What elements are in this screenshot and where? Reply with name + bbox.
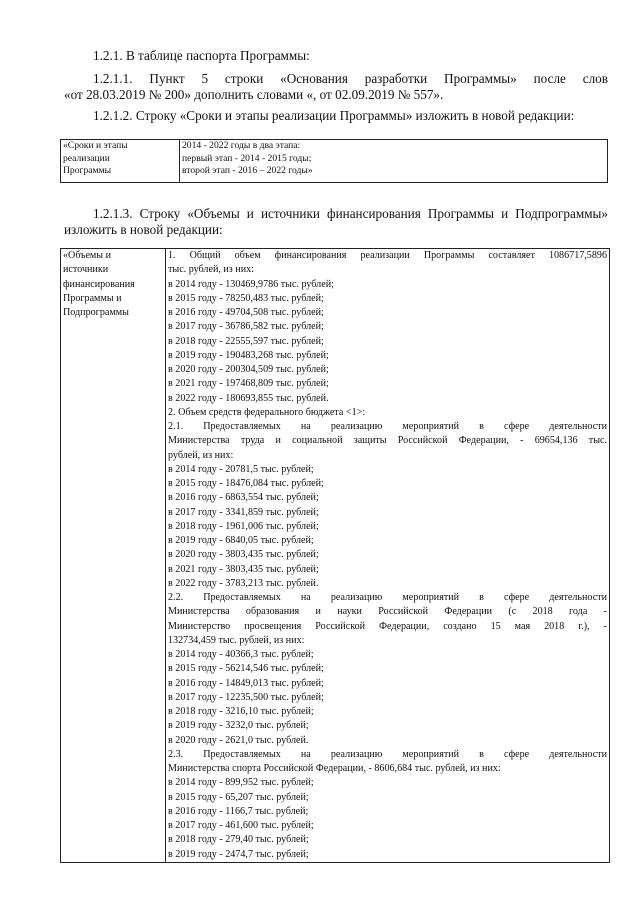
financing-line: в 2018 году - 1961,006 тыс. рублей; bbox=[168, 520, 319, 532]
financing-line: в 2017 году - 12235,500 тыс. рублей; bbox=[168, 691, 324, 703]
table-periods-label-line: Программы bbox=[63, 165, 112, 177]
financing-line: в 2020 году - 200304,509 тыс. рублей; bbox=[168, 364, 329, 375]
paragraph-1-2-1-3-line2: изложить в новой редакции: bbox=[64, 222, 223, 237]
financing-line: 132734,459 тыс. рублей, из них: bbox=[168, 634, 305, 646]
financing-line: в 2019 году - 6840,05 тыс. рублей; bbox=[168, 535, 314, 546]
financing-line: рублей, из них: bbox=[168, 449, 234, 461]
financing-line: 2.2. Предоставляемых на реализацию мероприятий в сфере деятельности bbox=[168, 592, 607, 603]
financing-line: в 2016 году - 14849,013 тыс. рублей; bbox=[168, 677, 324, 689]
financing-line: тыс. рублей, из них: bbox=[168, 264, 254, 276]
financing-line: в 2020 году - 2621,0 тыс. рублей. bbox=[168, 734, 309, 746]
financing-line: 2.3. Предоставляемых на реализацию мероприятий в сфере деятельности bbox=[168, 748, 607, 760]
financing-line: в 2017 году - 461,600 тыс. рублей; bbox=[168, 820, 314, 831]
financing-line: в 2014 году - 130469,9786 тыс. рублей; bbox=[168, 278, 334, 290]
financing-line: в 2015 году - 18476,084 тыс. рублей; bbox=[168, 478, 324, 489]
financing-line: в 2019 году - 190483,268 тыс. рублей; bbox=[168, 349, 329, 361]
table-financing-value-cell bbox=[166, 249, 610, 863]
table-financing-label-line: источники bbox=[63, 264, 109, 276]
table-periods-value-line: первый этап - 2014 - 2015 годы; bbox=[182, 152, 312, 164]
financing-line: в 2016 году - 1166,7 тыс. рублей; bbox=[168, 805, 309, 817]
table-financing-label-line: «Объемы и bbox=[63, 250, 112, 261]
financing-line: 1. Общий объем финансирования реализации Программы составляет 1086717,5896 bbox=[168, 250, 607, 261]
financing-line: в 2017 году - 3341,859 тыс. рублей; bbox=[168, 506, 319, 518]
financing-line: Министерства спорта Российской Федерации, - 8606,684 тыс. рублей, из них: bbox=[168, 763, 501, 774]
financing-line: в 2016 году - 6863,554 тыс. рублей; bbox=[168, 492, 319, 504]
financing-line: в 2018 году - 279,40 тыс. рублей; bbox=[168, 834, 309, 846]
financing-line: в 2019 году - 2474,7 тыс. рублей; bbox=[168, 848, 309, 860]
table-financing-label-line: финансирования bbox=[63, 278, 135, 290]
table-financing-label-cell bbox=[61, 249, 166, 863]
table-periods-label-cell bbox=[61, 140, 180, 183]
paragraph-1-2-1-1-line1: 1.2.1.1. Пункт 5 строки «Основания разработки Программы» после слов bbox=[93, 71, 608, 86]
financing-line: в 2018 году - 3216,10 тыс. рублей; bbox=[168, 706, 314, 717]
financing-line: в 2021 году - 3803,435 тыс. рублей; bbox=[168, 563, 319, 575]
paragraph-1-2-1-3-line1: 1.2.1.3. Строку «Объемы и источники финансирования Программы и Подпрограммы» bbox=[93, 206, 608, 221]
financing-line: в 2014 году - 40366,3 тыс. рублей; bbox=[168, 649, 314, 660]
financing-line: в 2015 году - 56214,546 тыс. рублей; bbox=[168, 663, 324, 675]
financing-line: в 2016 году - 49704,508 тыс. рублей; bbox=[168, 307, 324, 318]
table-financing-label-line: Подпрограммы bbox=[63, 307, 129, 318]
financing-line: в 2014 году - 20781,5 тыс. рублей; bbox=[168, 463, 314, 475]
financing-line: в 2019 году - 3232,0 тыс. рублей; bbox=[168, 720, 309, 732]
table-periods-label-line: «Сроки и этапы bbox=[63, 140, 128, 151]
financing-line: 2.1. Предоставляемых на реализацию мероприятий в сфере деятельности bbox=[168, 421, 607, 432]
financing-line: в 2014 году - 899,952 тыс. рублей; bbox=[168, 777, 314, 789]
financing-line: в 2017 году - 36786,582 тыс. рублей; bbox=[168, 321, 324, 333]
financing-line: в 2022 году - 180693,855 тыс. рублей. bbox=[168, 392, 329, 404]
financing-line: в 2015 году - 65,207 тыс. рублей; bbox=[168, 791, 309, 803]
table-financing bbox=[60, 248, 610, 863]
financing-line: Министерство просвещения Российской Федерации, создано 15 мая 2018 г.), - bbox=[168, 620, 607, 632]
paragraph-1-2-1-1-line2: «от 28.03.2019 № 200» дополнить словами «, от 02.09.2019 № 557». bbox=[64, 87, 444, 102]
table-periods-value-line: второй этап - 2016 – 2022 годы» bbox=[182, 165, 313, 177]
table-periods bbox=[60, 139, 608, 183]
paragraph-1-2-1-2: 1.2.1.2. Строку «Сроки и этапы реализации Программы» изложить в новой редакции: bbox=[93, 108, 575, 123]
financing-line: Министерства образования и науки Российской Федерации (с 2018 года - bbox=[168, 606, 607, 618]
financing-line: в 2021 году - 197468,809 тыс. рублей; bbox=[168, 378, 329, 390]
table-periods-value-line: 2014 - 2022 годы в два этапа: bbox=[182, 140, 301, 151]
paragraph-1-2-1: 1.2.1. В таблице паспорта Программы: bbox=[93, 48, 310, 63]
table-financing-label-line: Программы и bbox=[63, 292, 122, 304]
financing-line: в 2015 году - 78250,483 тыс. рублей; bbox=[168, 292, 324, 304]
financing-line: Министерства труда и социальной защиты Российской Федерации, - 69654,136 тыс. bbox=[168, 435, 607, 447]
financing-line: в 2020 году - 3803,435 тыс. рублей; bbox=[168, 549, 319, 561]
table-periods-label-line: реализации bbox=[63, 152, 110, 164]
financing-line: в 2018 году - 22555,597 тыс. рублей; bbox=[168, 335, 324, 347]
table-periods-value-cell bbox=[180, 140, 608, 183]
financing-line: в 2022 году - 3783,213 тыс. рублей. bbox=[168, 577, 319, 589]
financing-line: 2. Объем средств федерального бюджета <1>: bbox=[168, 406, 366, 418]
